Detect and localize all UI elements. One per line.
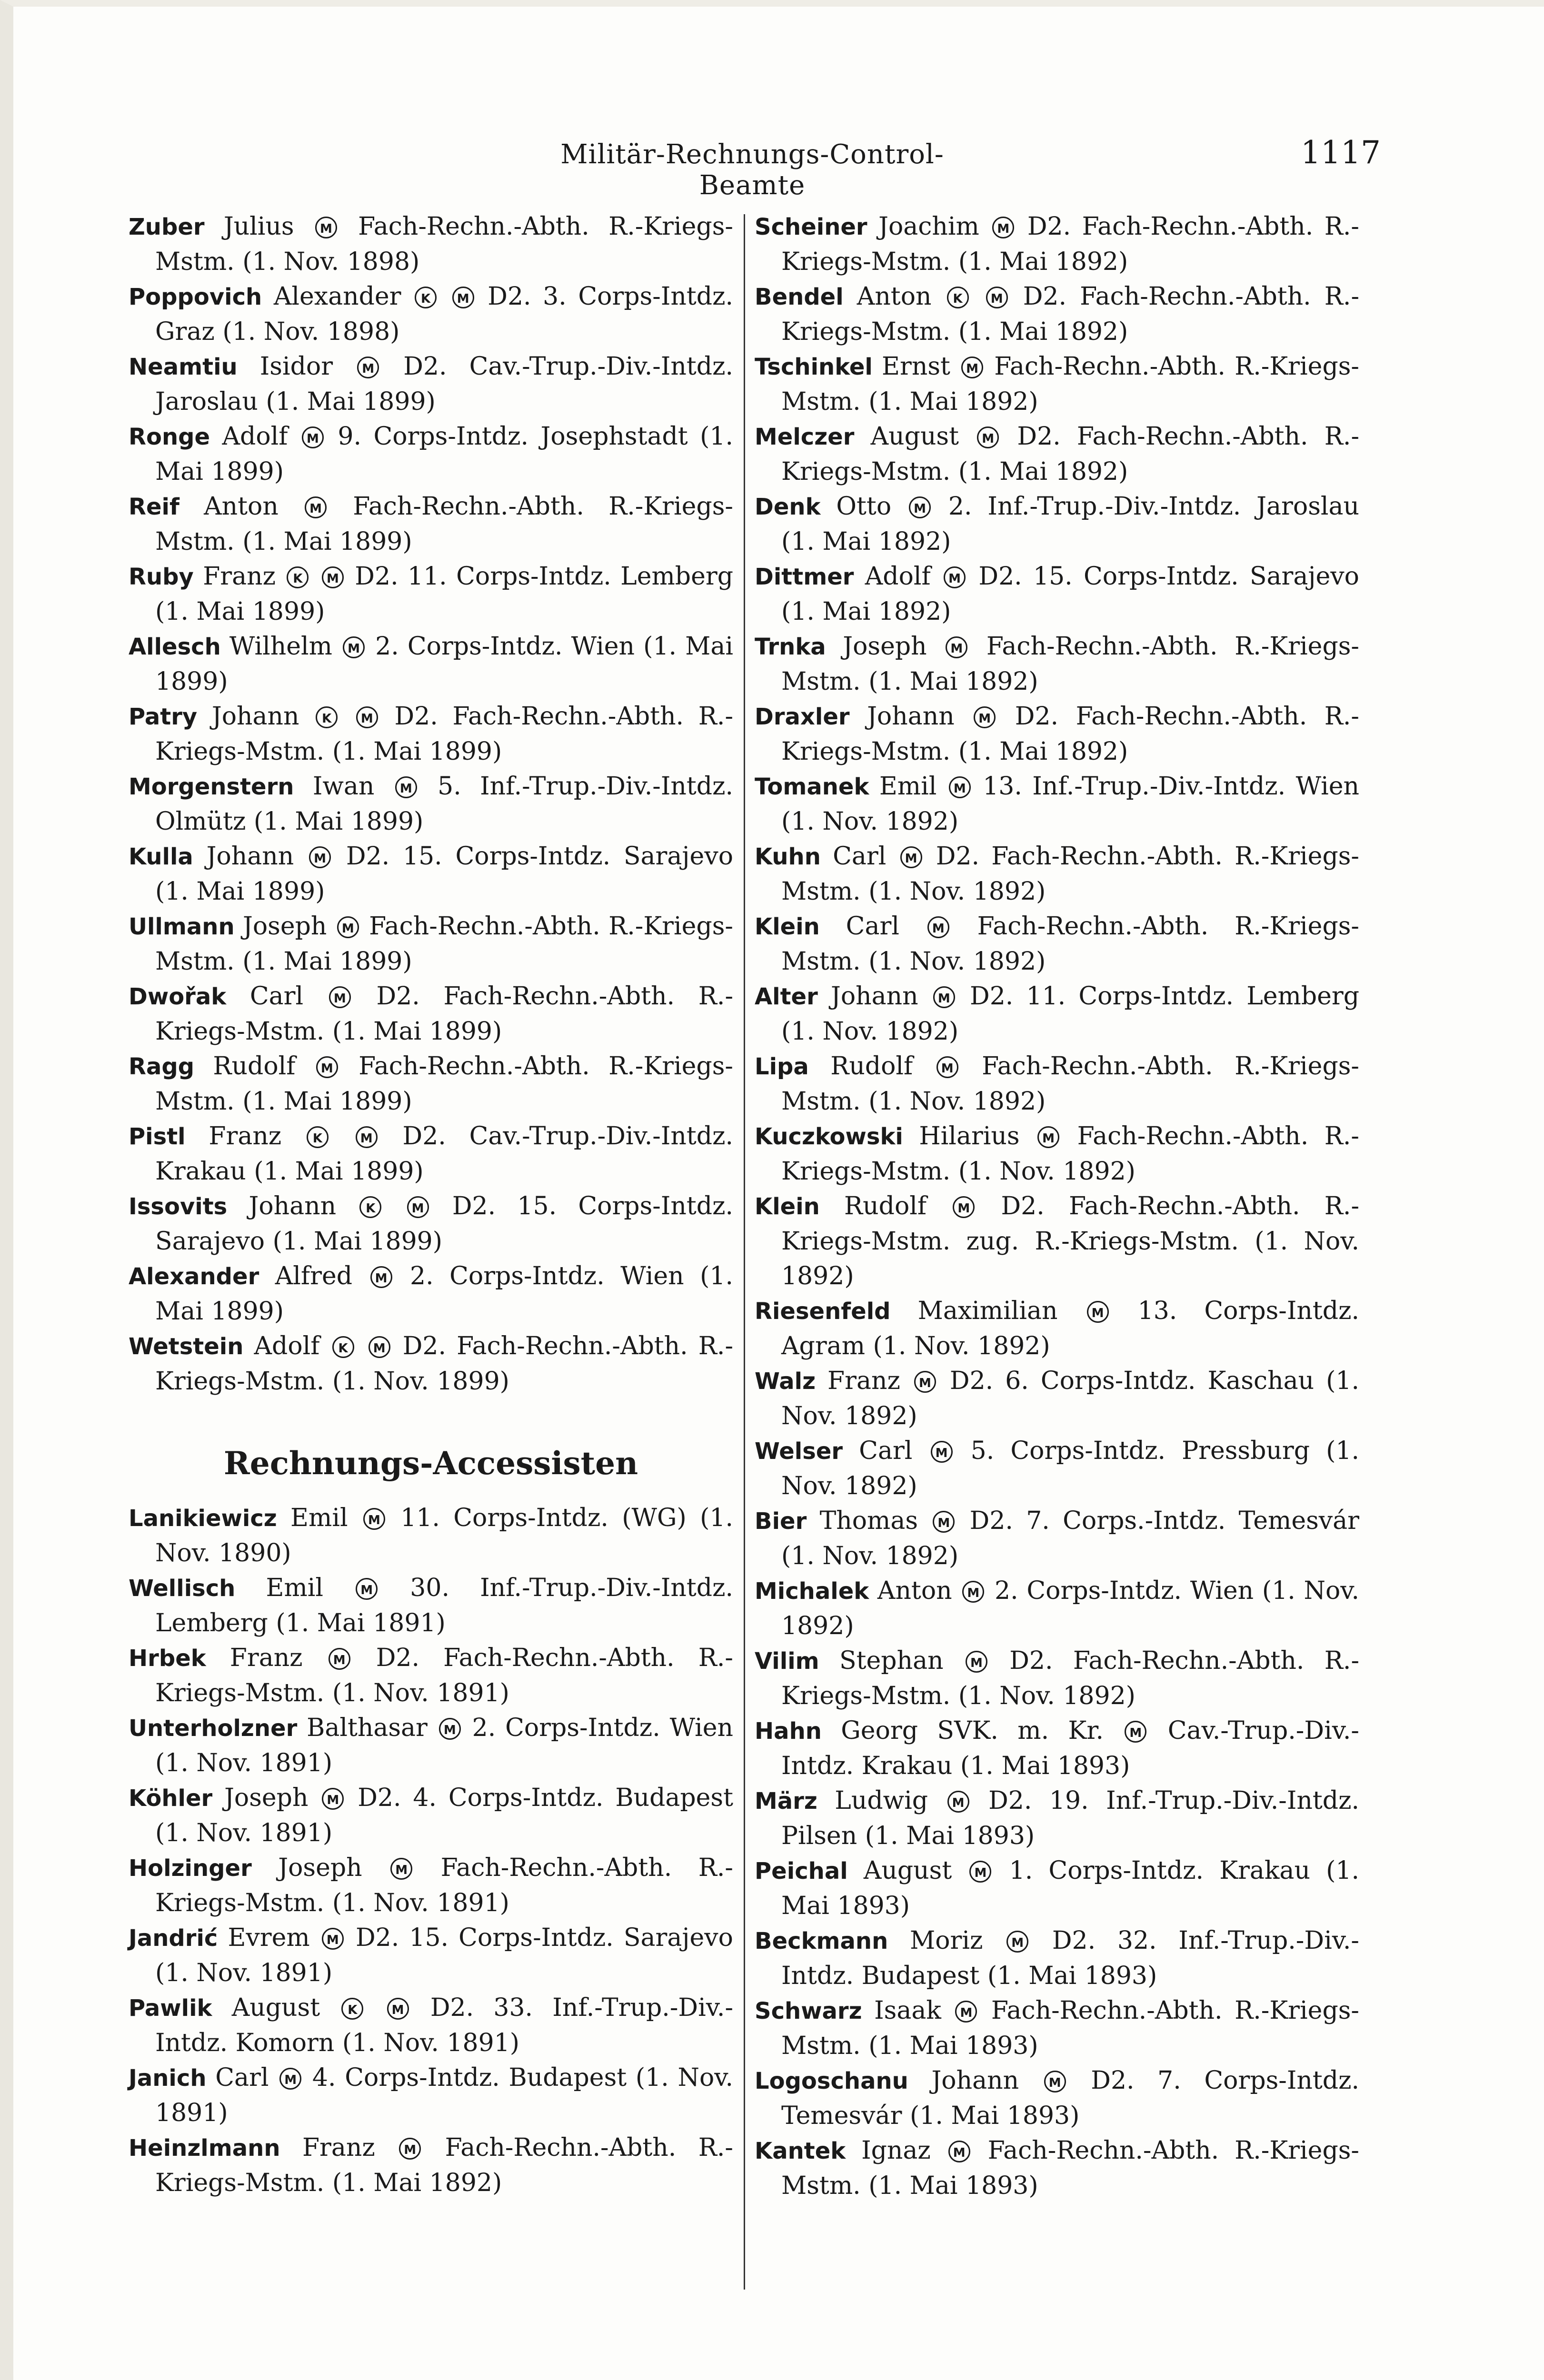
entry-details: Isidor M D2. Cav.-Trup.-Div.-Intdz. Jaroslau (1. Mai 1899) — [155, 352, 733, 416]
entry-details: Anton M Fach-Rechn.-Abth. R.-Kriegs-Mstm. (1. Mai 1899) — [155, 492, 733, 556]
m-decoration-icon: M — [962, 1581, 984, 1603]
m-decoration-icon: M — [909, 496, 931, 518]
m-decoration-icon: M — [931, 1441, 953, 1463]
left-entries-list — [129, 209, 733, 1399]
list-item — [129, 769, 733, 839]
entry-details: August M D2. Fach-Rechn.-Abth. R.-Kriegs-Mstm. (1. Mai 1892) — [781, 422, 1360, 486]
list-item — [129, 2061, 733, 2131]
list-item — [755, 349, 1359, 419]
person-surname: Welser — [755, 1438, 843, 1465]
list-item — [755, 489, 1359, 559]
m-decoration-icon: M — [356, 1578, 378, 1600]
entry-details: Joseph M Fach-Rechn.-Abth. R.-Kriegs-Mstm. (1. Mai 1892) — [781, 632, 1359, 696]
person-surname: Morgenstern — [129, 774, 294, 800]
entry-details: Franz M D2. 6. Corps-Intdz. Kaschau (1. Nov. 1892) — [781, 1367, 1360, 1430]
person-surname: Michalek — [755, 1578, 869, 1605]
list-item — [755, 769, 1359, 839]
entry-details: Adolf M D2. 15. Corps-Intdz. Sarajevo (1. Mai 1892) — [781, 562, 1359, 626]
list-item — [129, 909, 733, 979]
entry-details: Ignaz M Fach-Rechn.-Abth. R.-Kriegs-Mstm. (1. Mai 1893) — [781, 2136, 1359, 2200]
m-decoration-icon: M — [936, 1056, 958, 1078]
person-surname: Riesenfeld — [755, 1298, 891, 1325]
section-title: Rechnungs-Accessisten — [223, 1445, 638, 1482]
person-surname: Zuber — [129, 214, 205, 240]
list-item — [129, 1119, 733, 1189]
entry-details: Otto M 2. Inf.-Trup.-Div.-Intdz. Jaroslau (1. Mai 1892) — [781, 492, 1359, 556]
person-surname: Alter — [755, 983, 818, 1010]
m-decoration-icon: M — [390, 1858, 412, 1880]
list-item — [755, 909, 1359, 979]
person-surname: Reif — [129, 494, 179, 520]
list-item — [755, 1784, 1359, 1854]
entry-details: August M 1. Corps-Intdz. Krakau (1. Mai 1893) — [781, 1856, 1360, 1920]
entry-details: Hilarius M Fach-Rechn.-Abth. R.-Kriegs-Mstm. (1. Nov. 1892) — [781, 1122, 1359, 1186]
m-decoration-icon: M — [992, 217, 1014, 238]
m-decoration-icon: M — [946, 636, 967, 658]
list-item — [129, 559, 733, 629]
entry-details: Georg SVK. m. Kr. M Cav.-Trup.-Div.-Intdz. Krakau (1. Mai 1893) — [781, 1716, 1360, 1780]
person-surname: Holzinger — [129, 1855, 252, 1882]
list-item — [129, 1641, 733, 1711]
person-surname: Wetstein — [129, 1333, 244, 1360]
person-surname: Ruby — [129, 564, 194, 590]
m-decoration-icon: M — [966, 1651, 987, 1673]
m-decoration-icon: M — [914, 1371, 936, 1393]
entry-details: Anton M 2. Corps-Intdz. Wien (1. Nov. 1892) — [781, 1577, 1360, 1640]
list-item — [755, 559, 1359, 629]
list-item — [129, 1991, 733, 2061]
entry-details: Emil M 30. Inf.-Trup.-Div.-Intdz. Lemberg (1. Mai 1891) — [155, 1574, 733, 1637]
list-item — [755, 1574, 1359, 1644]
running-title: Militär-Rechnungs-Control-Beamte — [560, 139, 944, 201]
person-surname: Trnka — [755, 634, 826, 660]
right-column — [755, 209, 1359, 2203]
m-decoration-icon: M — [357, 357, 379, 378]
list-item — [129, 209, 733, 279]
m-decoration-icon: M — [900, 846, 922, 868]
list-item — [755, 979, 1359, 1049]
person-surname: Scheiner — [755, 214, 867, 240]
list-item — [755, 1119, 1359, 1189]
list-item — [755, 2063, 1359, 2133]
entry-details: Adolf K M D2. Fach-Rechn.-Abth. R.-Kriegs-Mstm. (1. Nov. 1899) — [155, 1332, 734, 1396]
entry-details: Moriz M D2. 32. Inf.-Trup.-Div.-Intdz. Budapest (1. Mai 1893) — [781, 1926, 1360, 1990]
m-decoration-icon: M — [322, 1788, 344, 1810]
person-surname: Lipa — [755, 1053, 809, 1080]
person-surname: Poppovich — [129, 284, 262, 310]
person-surname: Lanikiewicz — [129, 1505, 277, 1532]
m-decoration-icon: M — [947, 1791, 969, 1813]
person-surname: Bendel — [755, 284, 844, 310]
k-decoration-icon: K — [415, 287, 437, 308]
m-decoration-icon: M — [343, 636, 365, 658]
entry-details: Joachim M D2. Fach-Rechn.-Abth. R.-Kriegs-Mstm. (1. Mai 1892) — [781, 212, 1359, 276]
m-decoration-icon: M — [953, 1196, 975, 1218]
list-item — [755, 1854, 1359, 1924]
list-item — [129, 629, 733, 699]
page-number: 1117 — [1301, 134, 1381, 171]
m-decoration-icon: M — [315, 217, 337, 238]
m-decoration-icon: M — [356, 706, 378, 728]
entry-details: Franz M Fach-Rechn.-Abth. R.-Kriegs-Mstm. (1. Mai 1892) — [155, 2133, 734, 2197]
m-decoration-icon: M — [322, 566, 344, 588]
entry-details: Carl M D2. Fach-Rechn.-Abth. R.-Kriegs-Mstm. (1. Mai 1899) — [155, 982, 734, 1046]
person-surname: Dittmer — [755, 564, 854, 590]
list-item — [755, 1714, 1359, 1784]
m-decoration-icon: M — [927, 916, 949, 938]
entry-details: Joseph M Fach-Rechn.-Abth. R.-Kriegs-Mstm. (1. Nov. 1891) — [155, 1854, 734, 1917]
list-item — [755, 279, 1359, 349]
entry-details: Rudolf M Fach-Rechn.-Abth. R.-Kriegs-Mstm. (1. Mai 1899) — [155, 1052, 733, 1116]
person-surname: Schwarz — [755, 1998, 862, 2024]
m-decoration-icon: M — [322, 1928, 344, 1950]
list-item — [755, 1049, 1359, 1119]
person-surname: Logoschanu — [755, 2068, 908, 2094]
person-surname: Janich — [129, 2065, 207, 2092]
list-item — [129, 1711, 733, 1781]
entry-details: Carl M 4. Corps-Intdz. Budapest (1. Nov. 1891) — [155, 2063, 733, 2127]
accessisten-entries-list — [129, 1501, 733, 2201]
list-item — [129, 349, 733, 419]
person-surname: Vilim — [755, 1648, 819, 1675]
m-decoration-icon: M — [329, 1648, 350, 1670]
m-decoration-icon: M — [1125, 1721, 1146, 1743]
m-decoration-icon: M — [407, 1196, 429, 1218]
person-surname: Alexander — [129, 1263, 259, 1290]
k-decoration-icon: K — [307, 1126, 329, 1148]
m-decoration-icon: M — [961, 357, 983, 378]
list-item — [129, 699, 733, 769]
entry-details: Rudolf M D2. Fach-Rechn.-Abth. R.-Kriegs-Mstm. zug. R.-Kriegs-Mstm. (1. Nov. 1892) — [781, 1192, 1360, 1290]
entry-details: Julius M Fach-Rechn.-Abth. R.-Kriegs-Mstm. (1. Nov. 1898) — [155, 212, 733, 276]
list-item — [755, 1294, 1359, 1364]
person-surname: Denk — [755, 494, 821, 520]
m-decoration-icon: M — [316, 1056, 338, 1078]
m-decoration-icon: M — [977, 426, 999, 448]
m-decoration-icon: M — [974, 706, 996, 728]
person-surname: Pawlik — [129, 1995, 212, 2022]
entry-details: Adolf M 9. Corps-Intdz. Josephstadt (1. Mai 1899) — [155, 422, 734, 486]
entry-details: Wilhelm M 2. Corps-Intdz. Wien (1. Mai 1899) — [155, 632, 733, 696]
list-item — [755, 209, 1359, 279]
entry-details: Johann M D2. 15. Corps-Intdz. Sarajevo (1. Mai 1899) — [155, 842, 734, 906]
person-surname: Beckmann — [755, 1928, 888, 1954]
person-surname: Melczer — [755, 424, 855, 450]
person-surname: Patry — [129, 704, 198, 730]
person-surname: Kuhn — [755, 843, 821, 870]
entry-details: Alexander K M D2. 3. Corps-Intdz. Graz (1. Nov. 1898) — [155, 282, 733, 346]
person-surname: Kuczkowski — [755, 1123, 903, 1150]
person-surname: Tomanek — [755, 774, 869, 800]
m-decoration-icon: M — [949, 776, 971, 798]
list-item — [129, 1501, 733, 1571]
m-decoration-icon: M — [944, 566, 966, 588]
right-entries-list — [755, 209, 1359, 2203]
list-item — [129, 1329, 733, 1399]
person-surname: Neamtiu — [129, 354, 238, 380]
entry-details: Rudolf M Fach-Rechn.-Abth. R.-Kriegs-Mstm. (1. Nov. 1892) — [781, 1052, 1359, 1116]
entry-details: Maximilian M 13. Corps-Intdz. Agram (1. Nov. 1892) — [781, 1297, 1359, 1360]
m-decoration-icon: M — [948, 2141, 970, 2162]
entry-details: Joseph M Fach-Rechn.-Abth. R.-Kriegs-Mstm. (1. Mai 1899) — [155, 912, 733, 976]
person-surname: Pistl — [129, 1123, 186, 1150]
m-decoration-icon: M — [309, 846, 331, 868]
list-item — [755, 1504, 1359, 1574]
m-decoration-icon: M — [395, 776, 417, 798]
m-decoration-icon: M — [1087, 1301, 1109, 1323]
column-divider — [744, 214, 745, 2290]
m-decoration-icon: M — [399, 2138, 421, 2160]
m-decoration-icon: M — [1044, 2071, 1066, 2092]
entry-details: Johann K M D2. Fach-Rechn.-Abth. R.-Kriegs-Mstm. (1. Mai 1899) — [155, 702, 734, 766]
person-surname: Issovits — [129, 1193, 228, 1220]
person-surname: März — [755, 1788, 817, 1815]
person-surname: Ullmann — [129, 913, 235, 940]
list-item — [755, 1189, 1359, 1294]
m-decoration-icon: M — [279, 2068, 301, 2090]
list-item — [129, 1851, 733, 1921]
m-decoration-icon: M — [933, 986, 955, 1008]
m-decoration-icon: M — [305, 496, 327, 518]
m-decoration-icon: M — [933, 1511, 955, 1533]
entry-details: Balthasar M 2. Corps-Intdz. Wien (1. Nov. 1891) — [155, 1714, 734, 1777]
list-item — [129, 839, 733, 909]
entry-details: Stephan M D2. Fach-Rechn.-Abth. R.-Kriegs-Mstm. (1. Nov. 1892) — [781, 1646, 1360, 1710]
entry-details: Johann M D2. Fach-Rechn.-Abth. R.-Kriegs-Mstm. (1. Mai 1892) — [781, 702, 1359, 766]
person-surname: Hahn — [755, 1718, 822, 1745]
person-surname: Wellisch — [129, 1575, 236, 1602]
m-decoration-icon: M — [1006, 1931, 1028, 1953]
k-decoration-icon: K — [341, 1998, 363, 2020]
entry-details: Franz K M D2. Cav.-Trup.-Div.-Intdz. Krakau (1. Mai 1899) — [155, 1122, 733, 1186]
list-item — [129, 1571, 733, 1641]
list-item — [129, 1049, 733, 1119]
person-surname: Tschinkel — [755, 354, 873, 380]
entry-details: Joseph M D2. 4. Corps-Intdz. Budapest (1. Nov. 1891) — [155, 1784, 733, 1847]
list-item — [129, 2131, 733, 2201]
list-item — [755, 1924, 1359, 1993]
entry-details: Carl M Fach-Rechn.-Abth. R.-Kriegs-Mstm. (1. Nov. 1892) — [781, 912, 1359, 976]
list-item — [755, 1434, 1359, 1504]
person-surname: Bier — [755, 1508, 807, 1535]
list-item — [129, 419, 733, 489]
person-surname: Köhler — [129, 1785, 213, 1812]
person-surname: Draxler — [755, 704, 850, 730]
entry-details: Johann M D2. 7. Corps-Intdz. Temesvár (1. Mai 1893) — [781, 2066, 1360, 2130]
list-item — [755, 1993, 1359, 2063]
person-surname: Hrbek — [129, 1645, 206, 1672]
entry-details: Isaak M Fach-Rechn.-Abth. R.-Kriegs-Mstm. (1. Mai 1893) — [781, 1996, 1359, 2060]
list-item — [755, 2133, 1359, 2203]
list-item — [129, 1781, 733, 1851]
person-surname: Ronge — [129, 424, 210, 450]
person-surname: Peichal — [755, 1858, 848, 1884]
list-item — [755, 839, 1359, 909]
person-surname: Dwořak — [129, 983, 227, 1010]
person-surname: Kulla — [129, 843, 193, 870]
entry-details: Anton K M D2. Fach-Rechn.-Abth. R.-Kriegs-Mstm. (1. Mai 1892) — [781, 282, 1360, 346]
list-item — [755, 1364, 1359, 1434]
entry-details: Carl M 5. Corps-Intdz. Pressburg (1. Nov. 1892) — [781, 1437, 1360, 1500]
person-surname: Jandrić — [129, 1925, 218, 1952]
entry-details: Evrem M D2. 15. Corps-Intdz. Sarajevo (1. Nov. 1891) — [155, 1924, 733, 1987]
m-decoration-icon: M — [387, 1998, 409, 2020]
m-decoration-icon: M — [439, 1718, 461, 1740]
m-decoration-icon: M — [329, 986, 351, 1008]
person-surname: Walz — [755, 1368, 816, 1395]
list-item — [755, 419, 1359, 489]
list-item — [755, 699, 1359, 769]
person-surname: Ragg — [129, 1053, 195, 1080]
list-item — [129, 1259, 733, 1329]
person-surname: Klein — [755, 913, 820, 940]
person-surname: Kantek — [755, 2138, 846, 2164]
entry-details: Iwan M 5. Inf.-Trup.-Div.-Intdz. Olmütz (1. Mai 1899) — [155, 772, 733, 836]
k-decoration-icon: K — [332, 1336, 354, 1358]
entry-details: Franz K M D2. 11. Corps-Intdz. Lemberg (1. Mai 1899) — [155, 562, 734, 626]
entry-details: Emil M 11. Corps-Intdz. (WG) (1. Nov. 1890) — [155, 1504, 733, 1567]
list-item — [755, 629, 1359, 699]
m-decoration-icon: M — [955, 2001, 977, 2023]
entry-details: Ernst M Fach-Rechn.-Abth. R.-Kriegs-Mstm. (1. Mai 1892) — [781, 352, 1359, 416]
entry-details: Johann M D2. 11. Corps-Intdz. Lemberg (1. Nov. 1892) — [781, 982, 1360, 1046]
m-decoration-icon: M — [370, 1266, 392, 1288]
list-item — [129, 279, 733, 349]
k-decoration-icon: K — [287, 566, 309, 588]
left-column — [129, 209, 733, 2201]
list-item — [129, 1189, 733, 1259]
person-surname: Klein — [755, 1193, 820, 1220]
m-decoration-icon: M — [356, 1126, 378, 1148]
k-decoration-icon: K — [359, 1196, 381, 1218]
entry-details: Carl M D2. Fach-Rechn.-Abth. R.-Kriegs-Mstm. (1. Nov. 1892) — [781, 842, 1359, 906]
list-item — [129, 979, 733, 1049]
person-surname: Unterholzner — [129, 1715, 298, 1742]
entry-details: August K M D2. 33. Inf.-Trup.-Div.-Intdz. Komorn (1. Nov. 1891) — [155, 1993, 734, 2057]
person-surname: Heinzlmann — [129, 2135, 280, 2162]
m-decoration-icon: M — [363, 1508, 385, 1530]
m-decoration-icon: M — [369, 1336, 390, 1358]
entry-details: Emil M 13. Inf.-Trup.-Div.-Intdz. Wien (1. Nov. 1892) — [781, 772, 1360, 836]
list-item — [129, 489, 733, 559]
m-decoration-icon: M — [1037, 1126, 1059, 1148]
k-decoration-icon: K — [316, 706, 338, 728]
m-decoration-icon: M — [337, 916, 359, 938]
m-decoration-icon: M — [302, 426, 324, 448]
entry-details: Ludwig M D2. 19. Inf.-Trup.-Div.-Intdz. Pilsen (1. Mai 1893) — [781, 1786, 1360, 1850]
entry-details: Johann K M D2. 15. Corps-Intdz. Sarajevo (1. Mai 1899) — [155, 1192, 733, 1256]
entry-details: Franz M D2. Fach-Rechn.-Abth. R.-Kriegs-Mstm. (1. Nov. 1891) — [155, 1644, 733, 1707]
list-item — [755, 1644, 1359, 1714]
person-surname: Allesch — [129, 634, 221, 660]
k-decoration-icon: K — [947, 287, 969, 308]
entry-details: Thomas M D2. 7. Corps.-Intdz. Temesvár (1. Nov. 1892) — [781, 1507, 1360, 1570]
m-decoration-icon: M — [986, 287, 1008, 308]
m-decoration-icon: M — [969, 1861, 991, 1883]
entry-details: Alfred M 2. Corps-Intdz. Wien (1. Mai 1899) — [155, 1262, 733, 1326]
list-item — [129, 1921, 733, 1991]
m-decoration-icon: M — [452, 287, 474, 308]
